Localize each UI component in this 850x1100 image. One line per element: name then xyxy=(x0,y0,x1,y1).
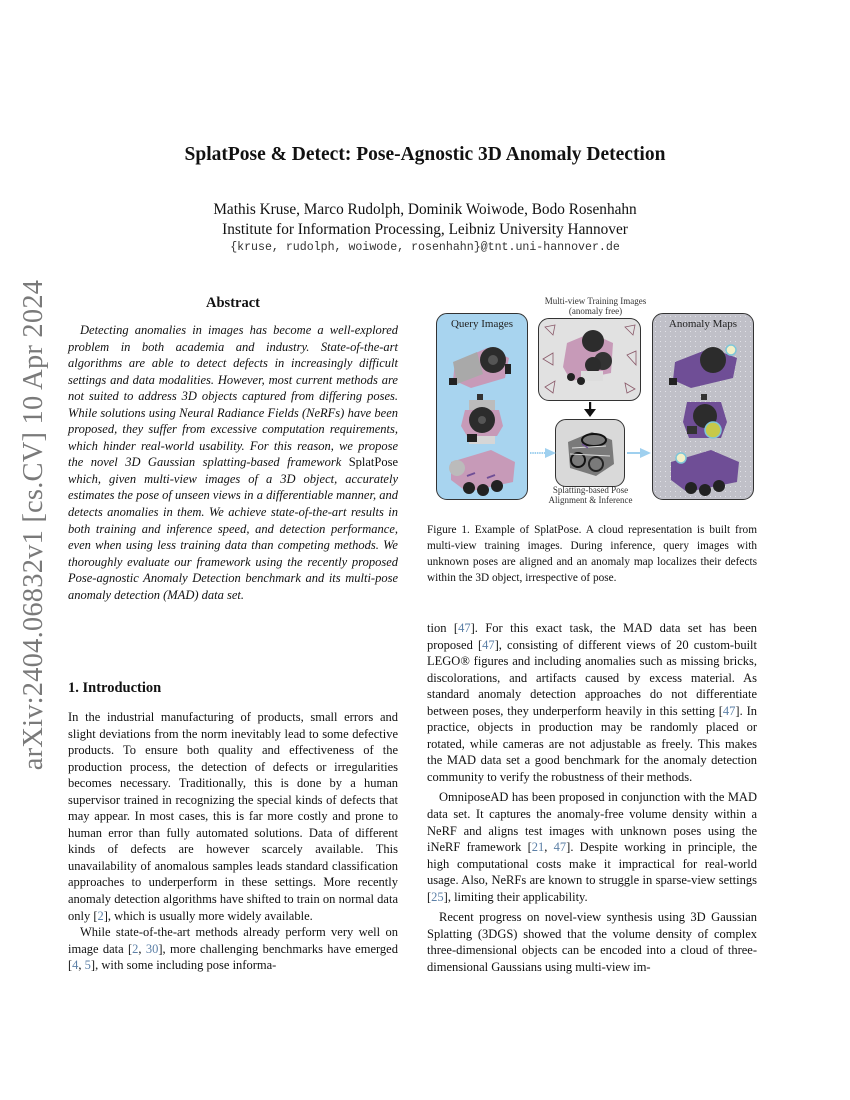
right-paragraph-1: tion [47]. For this exact task, the MAD data set has been proposed [47], consisting of different views of 20 custom-built LEGO® figures and including anomalies such as missing bricks, discolorations, and artifacts caused by excess material. As standard anomaly detection approaches do not differentiate between poses, they underperform heavily in this setting [47]. In practice, objects in production may be randomly placed or rotated, while cameras are not adjustable as freely. This makes the MAD data set a good benchmark for the anomaly detection community to verify the robustness of their methods. xyxy=(427,621,758,784)
right-paragraph-3: Recent progress on novel-view synthesis using 3D Gaussian Splatting (3DGS) showed that the volume density of complex three-dimensional objects can be encoded into a cloud of three-dimensional Gaussians using multi-view im- xyxy=(427,910,757,974)
author-block xyxy=(0,200,850,240)
abstract-text: Detecting anomalies in images has become a well-explored problem in both academia and industry. State-of-the-art algorithms are able to detect defects in increasingly difficult settings and data modalities. However, most current methods are not suited to address 3D objects captured from differing poses. While solutions using Neural Radiance Fields (NeRFs) have been proposed, they suffer from excessive computation requirements, which hinder real-world usability. For this reason, we propose the novel 3D Gaussian splatting-based framework xyxy=(68,323,398,470)
anomaly-maps-panel xyxy=(652,313,754,500)
arrow-down-icon xyxy=(583,402,597,418)
lego-object-with-cameras-image xyxy=(541,321,638,398)
citation-link[interactable]: 2 xyxy=(97,908,104,923)
right-paragraph-2: OmniposeAD has been proposed in conjunction with the MAD data set. It captures the anomaly-free volume density within a NeRF and aligns test images with unknown poses using the iNeRF framework [21, 47]. Despite working in principle, the high computational costs make it impractical for real-world usage. Also, NeRFs are known to struggle in sparse-view settings [25], limiting their applicability. xyxy=(427,790,757,904)
abstract-paragraph xyxy=(68,322,398,603)
abstract-text: which, given multi-view images of a 3D object, accurately estimates the pose of unseen views in a differentiable manner, and detects anomalies in them. We achieve state-of-the-art results in both training and inference speed, and detection performance, even when using less training data than competing methods. We thoroughly evaluate our framework using the recently proposed Pose-agnostic Anomaly Detection benchmark and its multi-pose anomaly detection (MAD) data set. xyxy=(68,471,398,602)
training-images-panel xyxy=(538,318,641,401)
method-name: SplatPose xyxy=(348,455,398,470)
arxiv-identifier-stamp xyxy=(14,279,54,771)
intro-paragraph-2: While state-of-the-art methods already perform very well on image data [2, 30], more challenging benchmarks have emerged [4, 5], with some including pose informa- xyxy=(68,925,398,973)
citation-link[interactable]: 47 xyxy=(553,840,567,855)
paper-title: SplatPose & Detect: Pose-Agnostic 3D Anomaly Detection xyxy=(184,144,666,165)
query-images-panel xyxy=(436,313,528,500)
query-images-title: Query Images xyxy=(450,318,513,330)
section-heading-introduction: 1. Introduction xyxy=(68,680,162,696)
introduction-body xyxy=(68,709,398,974)
abstract-body xyxy=(68,322,398,603)
affiliation: Institute for Information Processing, Leibniz University Hannover xyxy=(222,221,628,238)
gaussian-splat-cloud-image xyxy=(562,428,618,478)
citation-link[interactable]: 25 xyxy=(431,889,444,904)
anomaly-heatmap-image xyxy=(663,336,747,496)
author-emails: {kruse, rudolph, woiwode, rosenhahn}@tnt.uni-hannover.de xyxy=(230,241,620,254)
arrow-right-icon xyxy=(627,448,653,458)
citation-link[interactable]: 21 xyxy=(531,840,545,855)
splatting-label: Splatting-based Pose Alignment & Inference xyxy=(548,485,633,505)
anomaly-maps-title: Anomaly Maps xyxy=(668,318,738,330)
right-column-body xyxy=(427,620,757,975)
arrow-right-icon xyxy=(530,448,556,458)
citation-link[interactable]: 47 xyxy=(722,703,736,718)
figure-1 xyxy=(433,296,766,508)
citation-link[interactable]: 47 xyxy=(458,621,471,635)
citation-link[interactable]: 2 xyxy=(132,941,139,956)
citation-link[interactable]: 4 xyxy=(72,958,79,973)
intro-paragraph-1: In the industrial manufacturing of products, small errors and slight deviations from the norm inevitably lead to some defective products. To ensure both quality and effectiveness of the production process, the detection of defects or irregularities becomes necessary. Traditionally, this is done by a human supervisor trained in recognizing the special kinds of defects that may appear. In most cases, this is far more costly and prone to human error than fully automated solutions. Data of different kinds of defects are however scarcely available. This unavailability of anomalous samples leads standard classification approaches to underperform in these settings. More recently anomaly detection algorithms have shifted to train on normal data only [2], which is usually more widely available. xyxy=(68,710,398,923)
figure-1-caption: Figure 1. Example of SplatPose. A cloud representation is built from multi-view training images. During inference, query images with unknown poses are aligned and an anomaly map localizes their defects within the 3D object, irrespective of pose. xyxy=(427,524,757,584)
author-list: Mathis Kruse, Marco Rudolph, Dominik Woiwode, Bodo Rosenhahn xyxy=(213,201,637,218)
arxiv-identifier-text: arXiv:2404.06832v1 [cs.CV] 10 Apr 2024 xyxy=(18,279,50,771)
abstract-heading: Abstract xyxy=(206,295,260,311)
lego-object-image xyxy=(445,336,521,496)
splatting-panel xyxy=(555,419,625,487)
citation-link[interactable]: 30 xyxy=(145,941,159,956)
citation-link[interactable]: 5 xyxy=(84,958,91,973)
training-images-label: Multi-view Training Images (anomaly free) xyxy=(544,296,647,316)
citation-link[interactable]: 47 xyxy=(482,637,495,652)
